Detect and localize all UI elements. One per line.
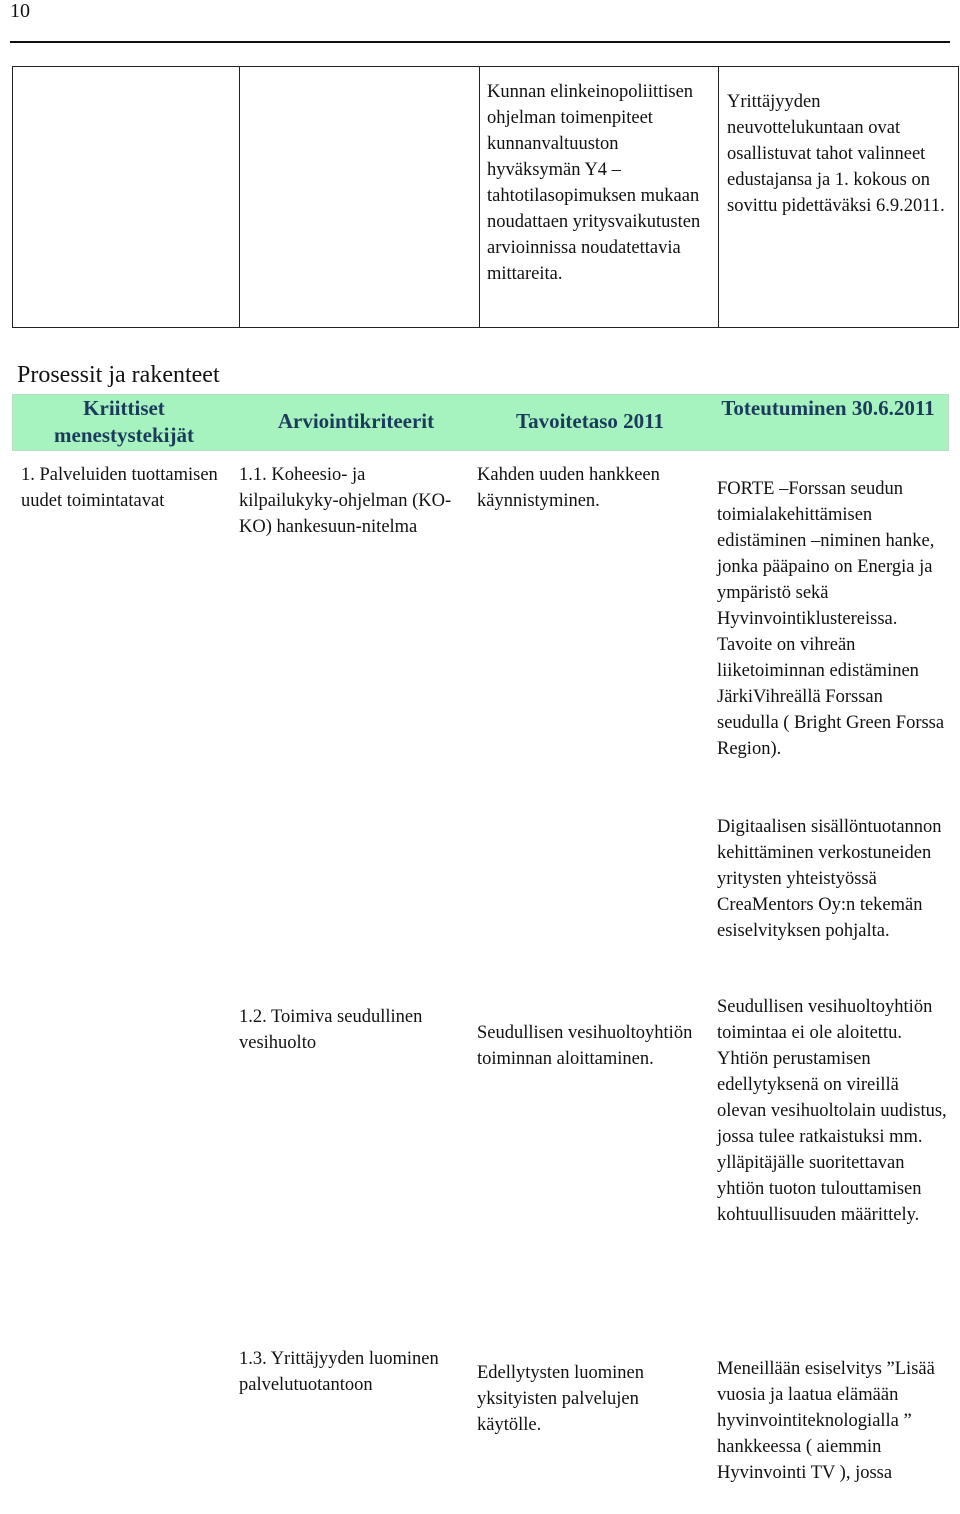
table-cell-criterion: 1.1. Koheesio- ja kilpailukyky-ohjelman (KO-KO) hankesuun-nitelma [239, 465, 452, 537]
continuation-cell-4: Yrittäjyyden neuvottelukuntaan ovat osallistuvat tahot valinneet edustajansa ja 1. kokous on sovittu pidettäväksi 6.9.2011. [727, 92, 945, 216]
continuation-cell-3: Kunnan elinkeinopoliittisen ohjelman toimenpiteet kunnanvaltuuston hyväksymän Y4 – tahtotilasopimuksen mukaan noudattaen yritysvaikutusten arvioinnissa noudatettavia mittareita. [487, 82, 701, 284]
table-divider [239, 67, 240, 327]
table-cell-factor: 1. Palveluiden tuottamisen uudet toimintatavat [21, 465, 218, 511]
table-cell-outcome: FORTE –Forssan seudun toimialakehittämisen edistäminen –niminen hanke, jonka pääpaino on Energia ja ympäristö sekä Hyvinvointiklustereissa. Tavoite on vihreän liiketoiminnan edistäminen JärkiVihreällä Forssan seudulla ( Bright Green Forssa Region). [717, 479, 945, 759]
header-target-level: Tavoitetaso 2011 [516, 409, 664, 433]
continuation-table [12, 66, 959, 328]
header-evaluation-criteria: Arviointikriteerit [277, 409, 435, 433]
header-rule [10, 41, 950, 43]
table-cell-outcome: Meneillään esiselvitys ”Lisää vuosia ja laatua elämään hyvinvointiteknologialla ” hankkeessa ( aiemmin Hyvinvointi TV ), jossa [717, 1359, 935, 1483]
table-cell-outcome: Digitaalisen sisällöntuotannon kehittäminen verkostuneiden yritysten yhteistyössä CreaMentors Oy:n tekemän esiselvityksen pohjalta. [717, 817, 942, 941]
table-cell-outcome: Seudullisen vesihuoltoyhtiön toimintaa ei ole aloitettu. Yhtiön perustamisen edellytyksenä on vireillä olevan vesihuoltolain uudistus, jossa tulee ratkaistuksi mm. ylläpitäjälle suoritettavan yhtiön tuoton tulouttamisen kohtuullisuuden määrittely. [717, 997, 947, 1225]
section-title: Prosessit ja rakenteet [17, 362, 220, 388]
header-critical-success-factors: Kriittiset menestystekijät [54, 396, 194, 447]
table-divider [718, 67, 719, 327]
table-cell-target: Seudullisen vesihuoltoyhtiön toiminnan aloittaminen. [477, 1023, 693, 1069]
table-divider [479, 67, 480, 327]
page-number: 10 [10, 0, 30, 22]
table-cell-criterion: 1.2. Toimiva seudullinen vesihuolto [239, 1007, 423, 1053]
main-table [12, 394, 959, 1514]
header-realization: Toteutuminen 30.6.2011 [721, 396, 935, 420]
table-cell-target: Kahden uuden hankkeen käynnistyminen. [477, 465, 660, 511]
table-cell-target: Edellytysten luominen yksityisten palvelujen käytölle. [477, 1363, 644, 1435]
table-cell-criterion: 1.3. Yrittäjyyden luominen palvelutuotantoon [239, 1349, 439, 1395]
